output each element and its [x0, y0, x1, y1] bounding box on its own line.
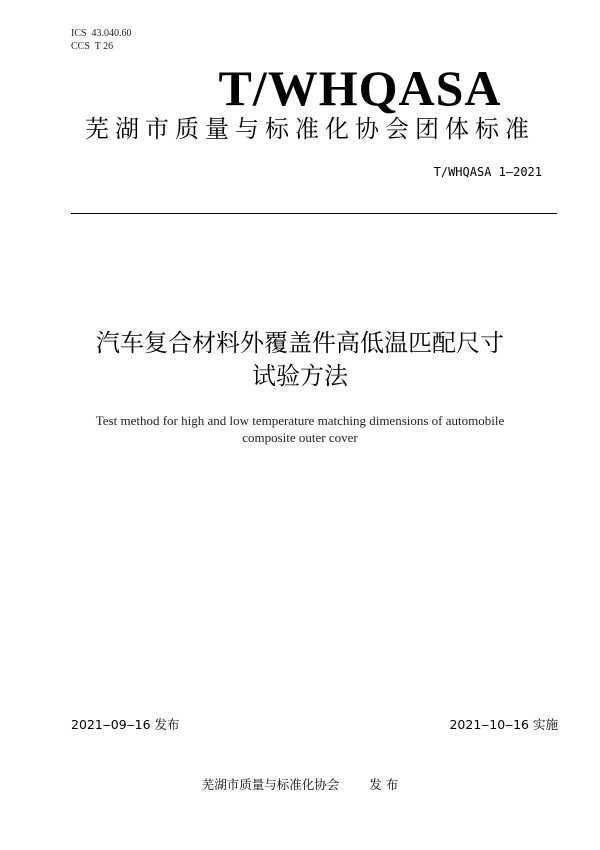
ccs-code: CCS T 26	[71, 41, 114, 52]
chinese-title	[40, 327, 560, 393]
english-title	[40, 412, 560, 446]
classification-codes	[71, 27, 132, 53]
english-title-line-1: Test method for high and low temperature matching dimensions of automobile	[95, 413, 505, 428]
publish-date: 2021‒09‒16 发布	[71, 717, 180, 732]
header-divider	[71, 213, 557, 214]
chinese-title-line-2: 试验方法	[252, 362, 348, 390]
english-title-line-2: composite outer cover	[242, 430, 358, 445]
publish-action: 发 布	[369, 777, 399, 792]
publisher-line	[0, 777, 600, 793]
publisher-name: 芜湖市质量与标准化协会	[201, 777, 340, 792]
ics-code: ICS 43.040.60	[71, 28, 132, 39]
standard-number: T/WHQASA 1—2021	[433, 165, 542, 179]
effective-date: 2021‒10‒16 实施	[449, 717, 558, 732]
chinese-title-line-1: 汽车复合材料外覆盖件高低温匹配尺寸	[96, 329, 504, 357]
brand-code: T/WHQASA	[218, 60, 502, 116]
org-standard-title: 芜湖市质量与标准化协会团体标准	[85, 115, 535, 143]
